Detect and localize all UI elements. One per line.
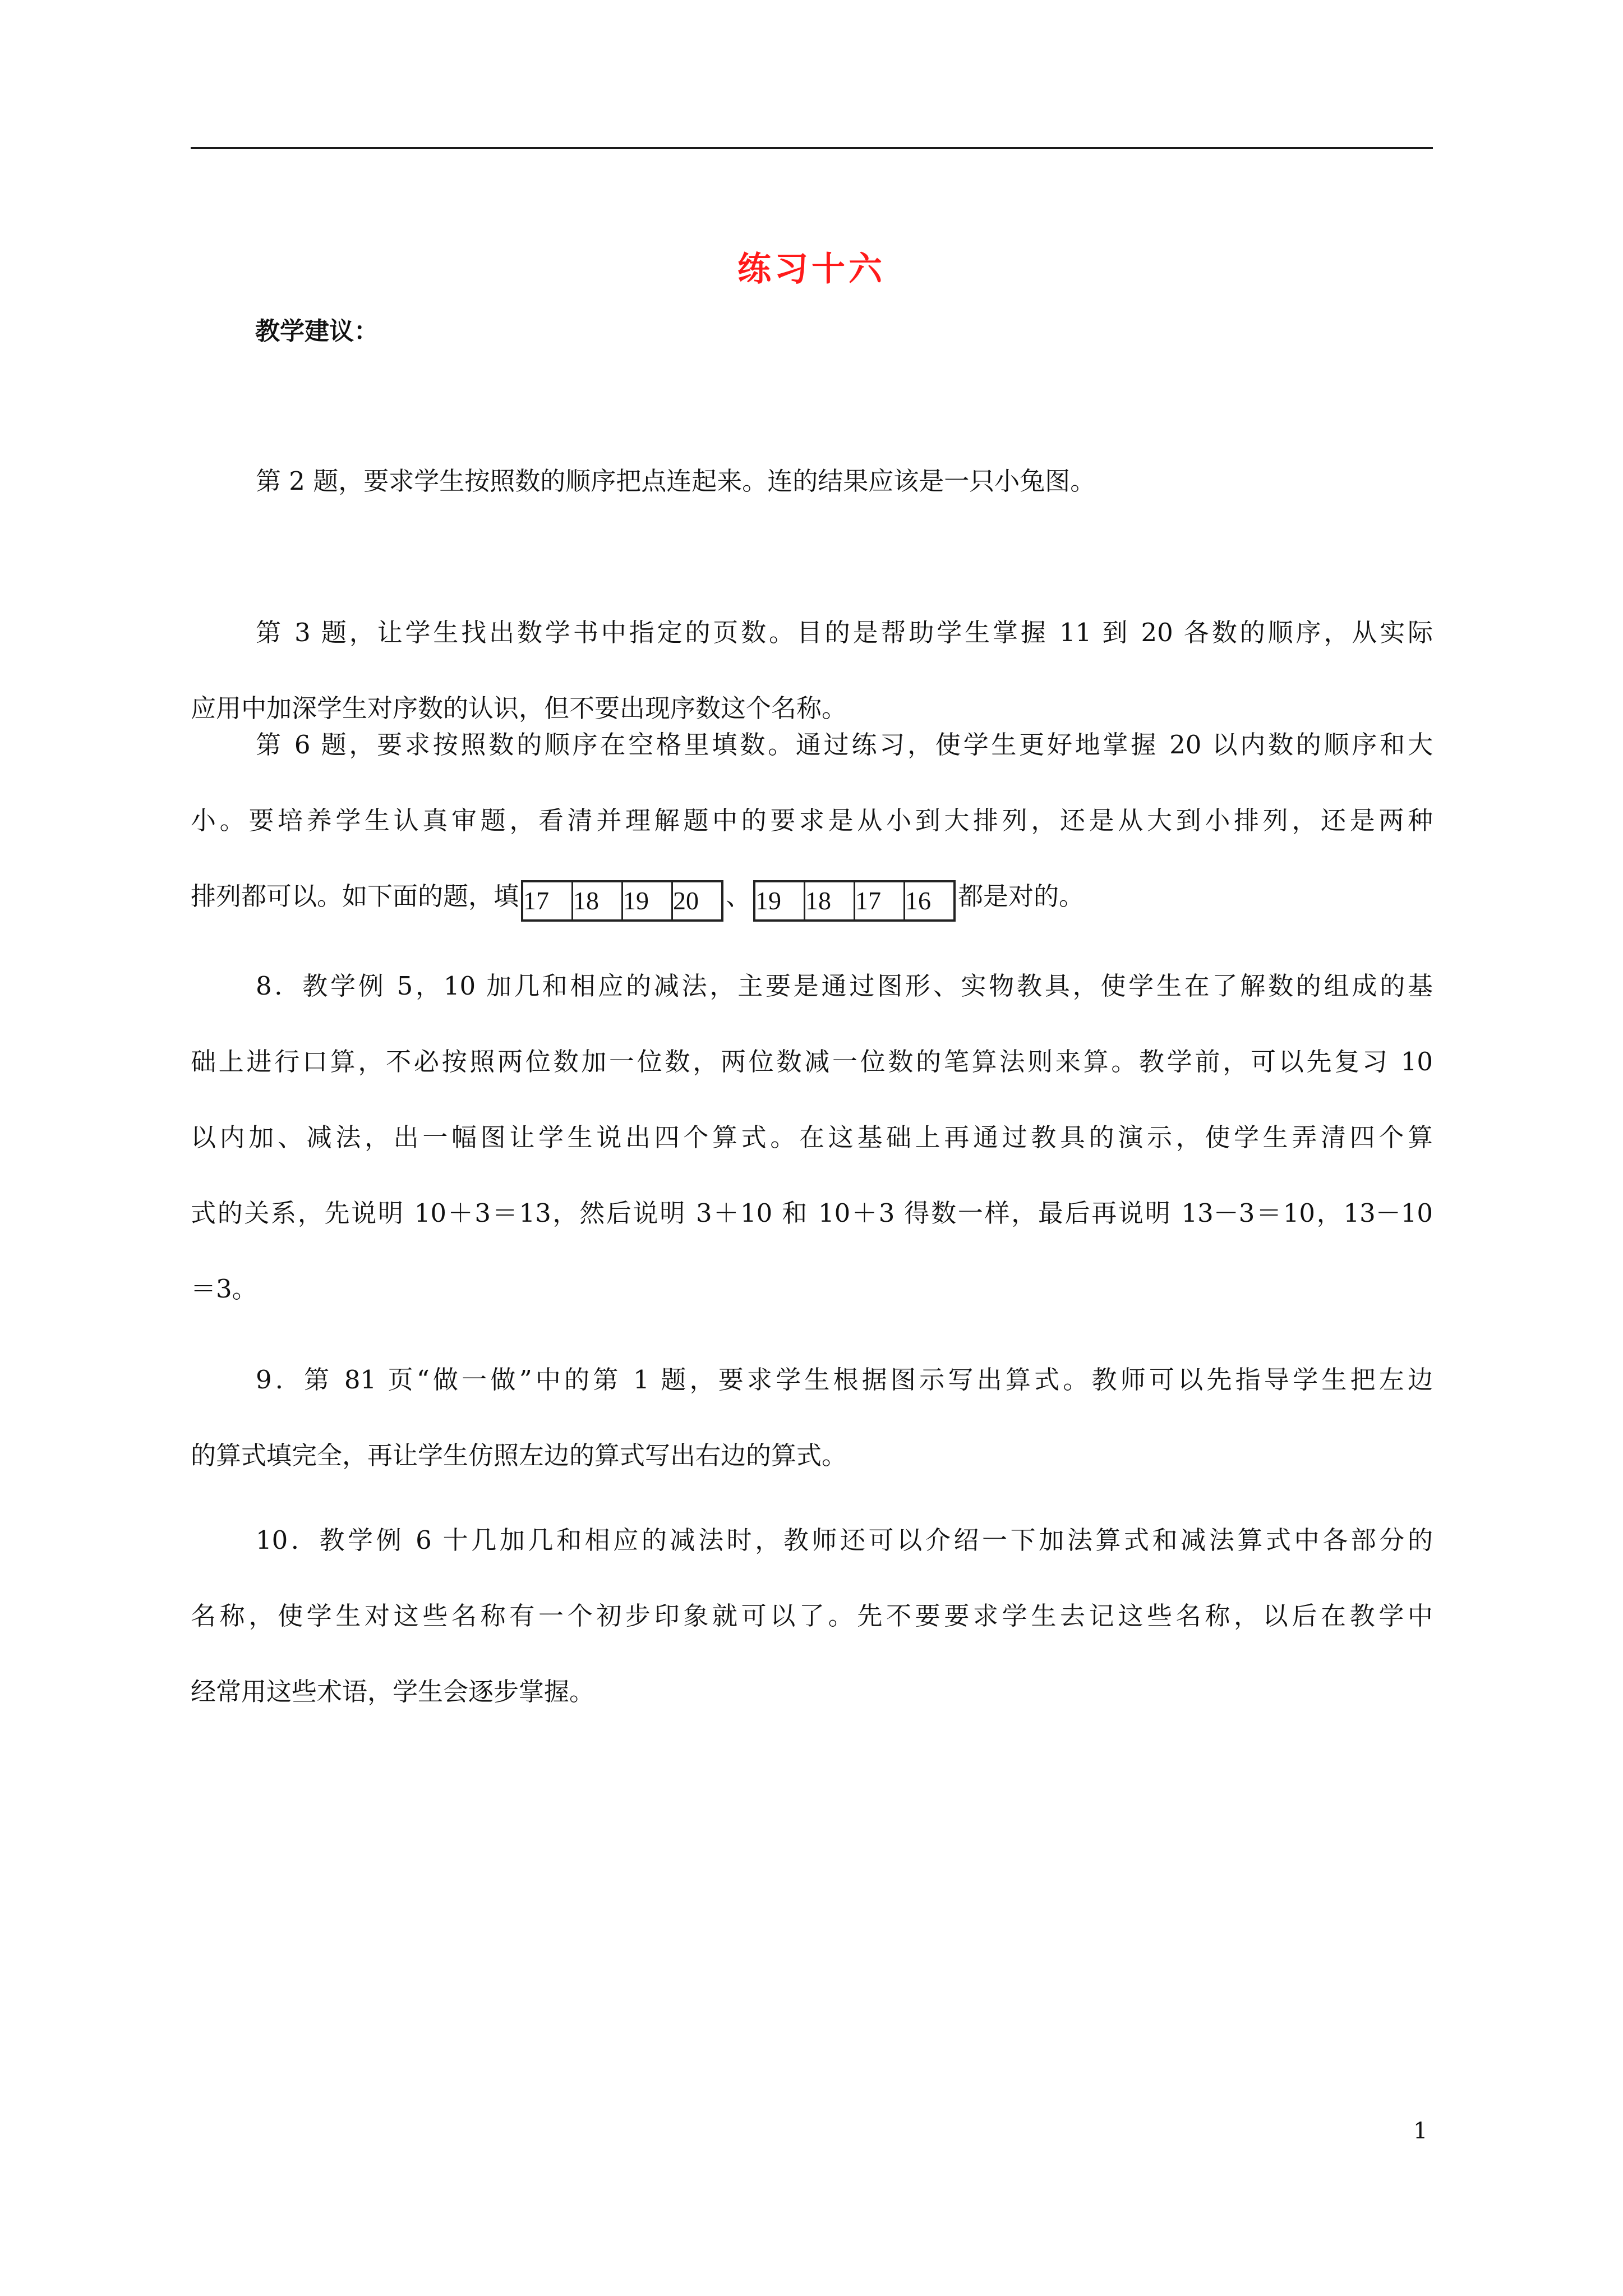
number-box-descending [753, 880, 956, 922]
paragraph-line: 8．教学例 5，10 加几和相应的减法，主要是通过图形、实物教具，使学生在了解数的组成的基 [256, 971, 1433, 1001]
paragraph-line: 经常用这些术语，学生会逐步掌握。 [191, 1677, 595, 1706]
paragraph-line: 名称，使学生对这些名称有一个初步印象就可以了。先不要要求学生去记这些名称，以后在教学中 [191, 1601, 1433, 1631]
paragraph-item-2 [191, 443, 1433, 519]
paragraph-item-9 [191, 1342, 1433, 1493]
paragraph-item-8 [191, 948, 1433, 1327]
number-cell: 18 [805, 882, 855, 919]
inline-text: 都是对的。 [958, 881, 1085, 911]
page-number: 1 [1413, 2118, 1428, 2144]
number-cell: 19 [755, 882, 805, 919]
number-cell: 20 [673, 886, 699, 915]
paragraph-line-with-number-boxes [191, 858, 1433, 934]
section-heading: 教学建议： [255, 317, 379, 346]
paragraph-line: 第 6 题，要求按照数的顺序在空格里填数。通过练习，使学生更好地掌握 20 以内数的顺序和大 [256, 730, 1433, 760]
paragraph-line: 小。要培养学生认真审题，看清并理解题中的要求是从小到大排列，还是从大到小排列，还是两种 [191, 806, 1433, 835]
number-cell: 17 [523, 882, 573, 919]
number-box-ascending [521, 880, 723, 922]
number-cell: 16 [905, 886, 932, 915]
paragraph-line: 第 3 题，让学生找出数学书中指定的页数。目的是帮助学生掌握 11 到 20 各数的顺序，从实际 [256, 618, 1433, 647]
paragraph-line: 的算式填完全，再让学生仿照左边的算式写出右边的算式。 [191, 1441, 847, 1470]
paragraph-line: 9．第 81 页“做一做”中的第 1 题，要求学生根据图示写出算式。教师可以先指导学生把左边 [256, 1365, 1433, 1395]
header-rule [191, 147, 1433, 149]
number-cell: 17 [855, 882, 905, 919]
paragraph-line: 10．教学例 6 十几加几和相应的减法时，教师还可以介绍一下加法算式和减法算式中各部分的 [256, 1525, 1433, 1555]
inline-text: 、 [726, 881, 751, 911]
paragraph-line: 第 2 题，要求学生按照数的顺序把点连起来。连的结果应该是一只小兔图。 [256, 466, 1096, 496]
inline-text: 排列都可以。如下面的题，填 [191, 881, 519, 911]
paragraph-item-6 [191, 707, 1433, 934]
paragraph-line: 式的关系，先说明 10＋3＝13，然后说明 3＋10 和 10＋3 得数一样，最后再说明 13－3＝10，13－10 [191, 1198, 1433, 1228]
page-title: 练习十六 [737, 250, 886, 289]
paragraph-line: ＝3。 [191, 1274, 257, 1304]
paragraph-line: 应用中加深学生对序数的认识，但不要出现序数这个名称。 [191, 693, 847, 723]
paragraph-item-10 [191, 1502, 1433, 1729]
paragraph-line: 础上进行口算，不必按照两位数加一位数，两位数减一位数的笔算法则来算。教学前，可以先复习 10 [191, 1047, 1433, 1076]
number-cell: 18 [573, 882, 623, 919]
paragraph-line: 以内加、减法，出一幅图让学生说出四个算式。在这基础上再通过教具的演示，使学生弄清四个算 [191, 1122, 1433, 1152]
number-cell: 19 [623, 882, 673, 919]
